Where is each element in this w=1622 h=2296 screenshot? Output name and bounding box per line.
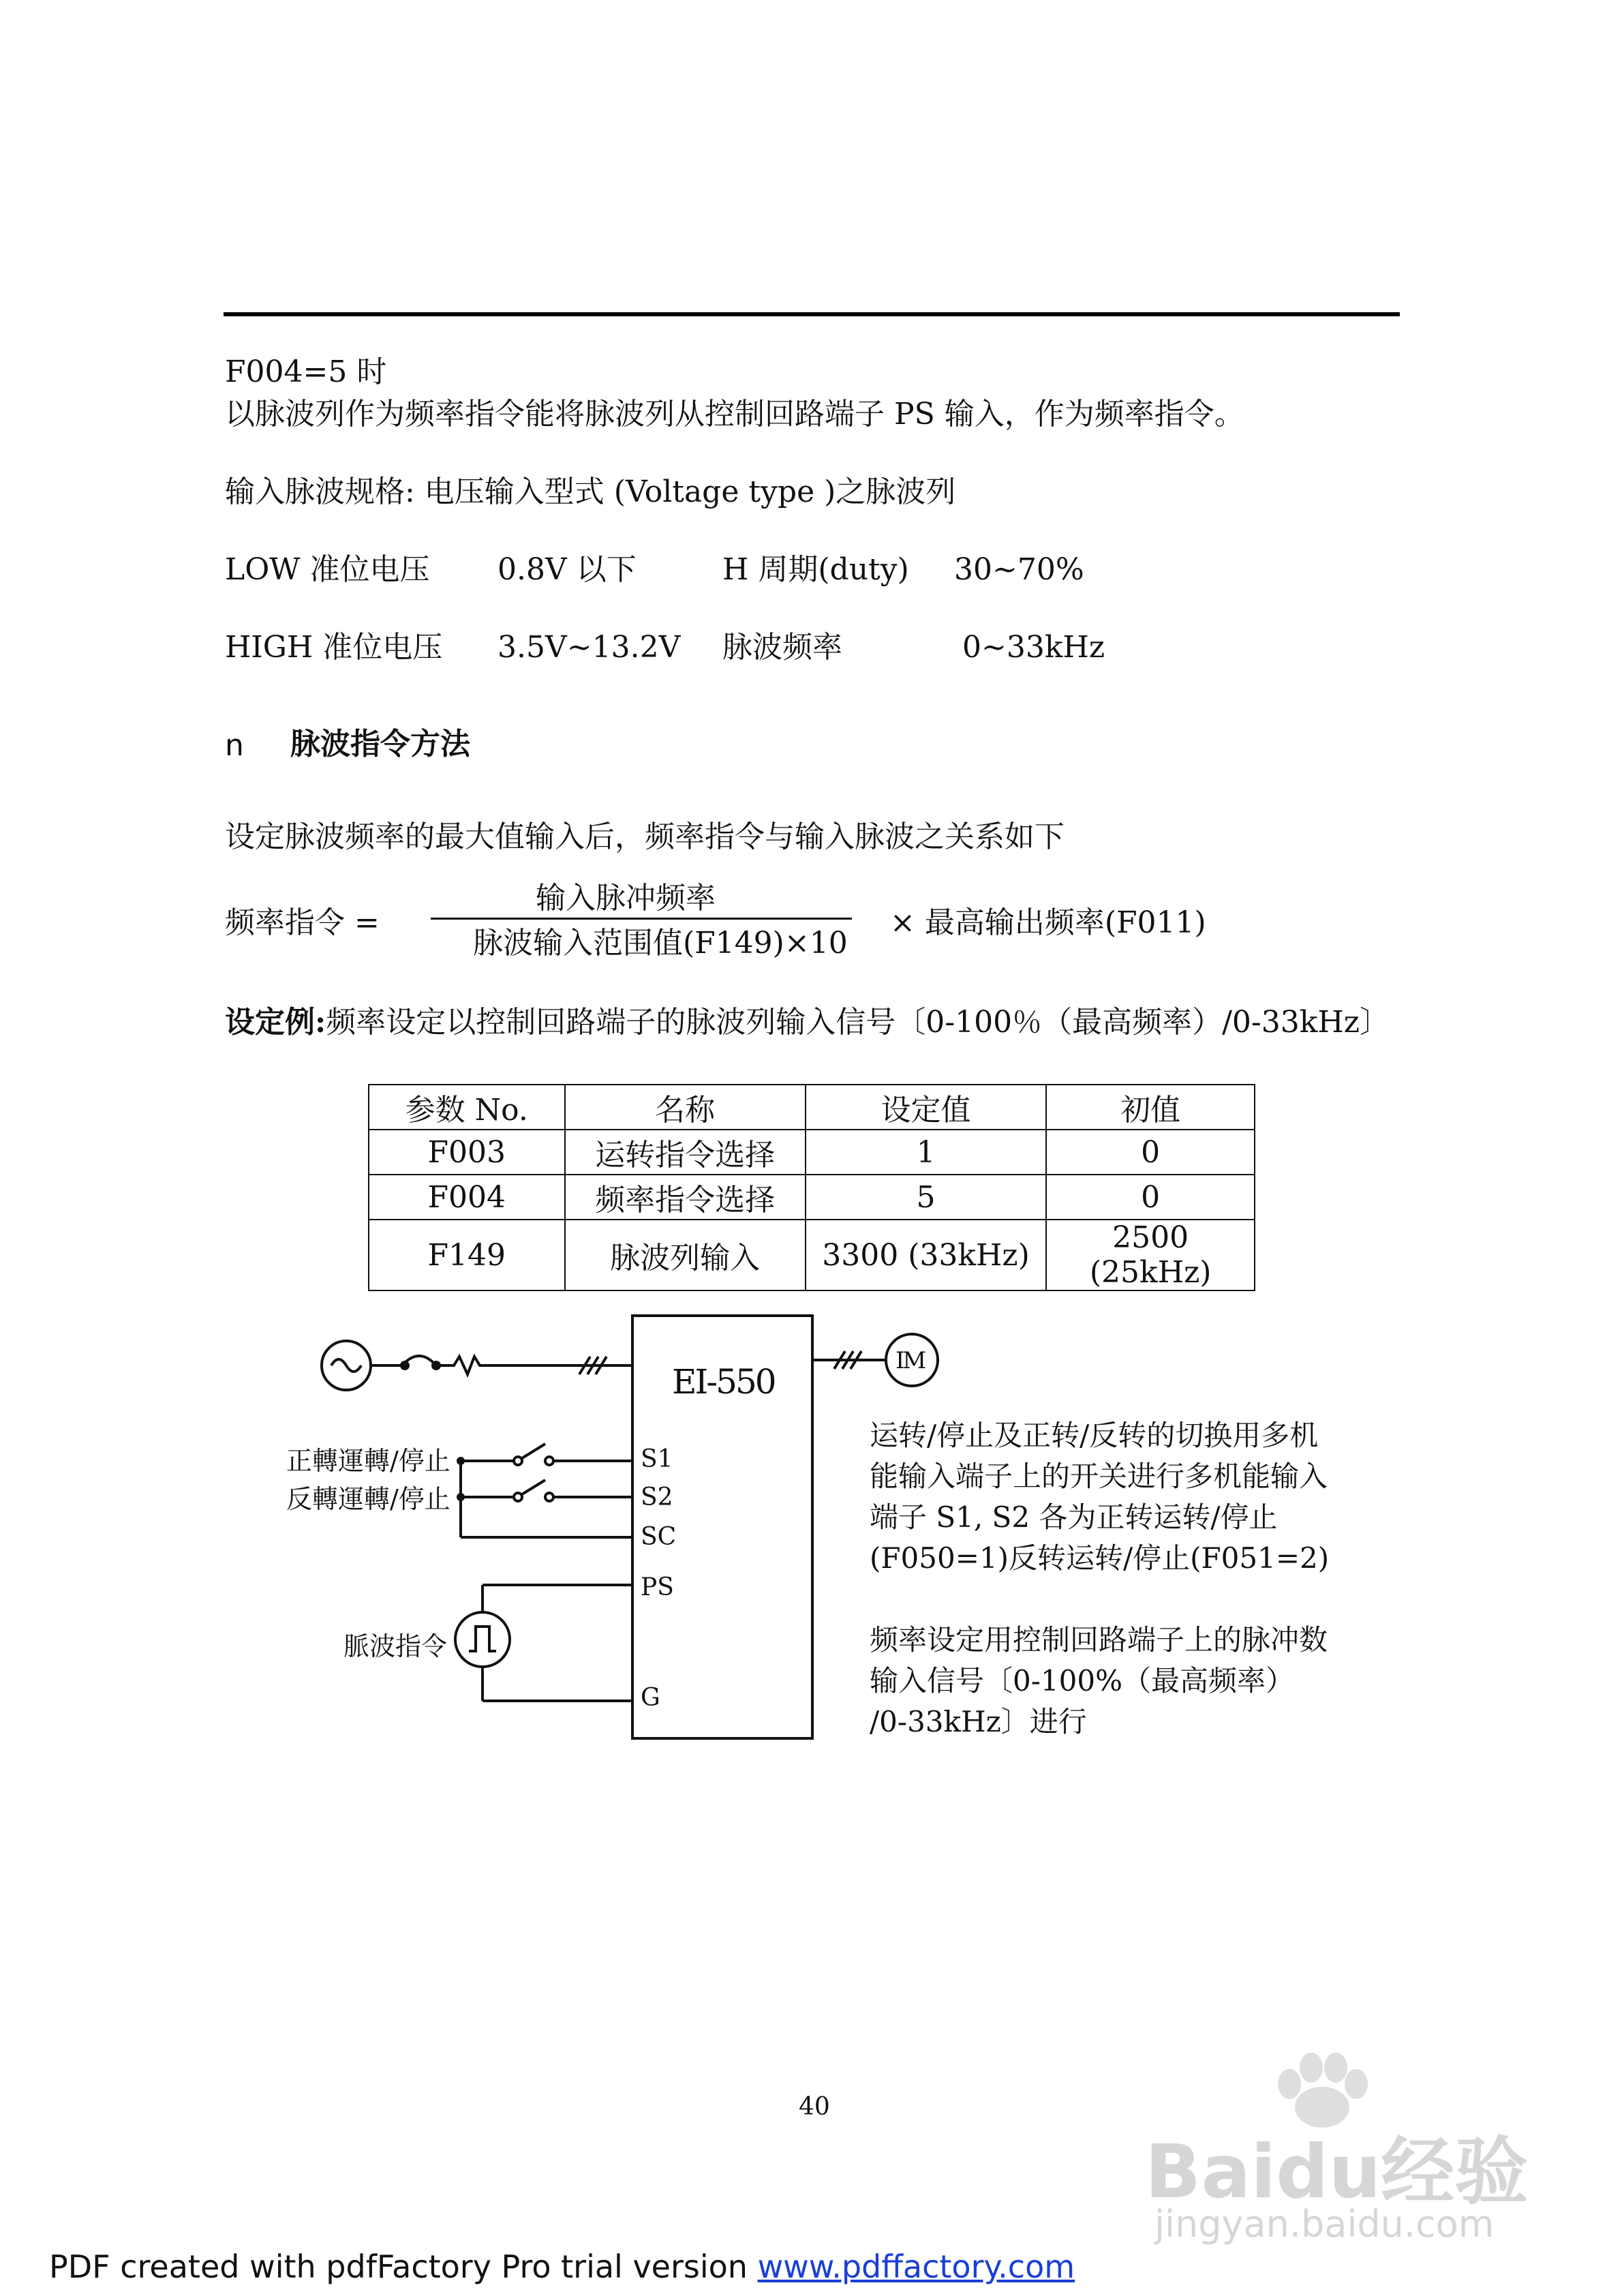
high-level-value: 3.5V~13.2V	[498, 630, 681, 665]
pulse-freq-label: 脉波频率	[722, 630, 842, 665]
note-line: 频率设定用控制回路端子上的脉冲数	[870, 1623, 1328, 1657]
terminal-sc: SC	[641, 1523, 677, 1551]
high-level-label: HIGH 准位电压	[225, 630, 443, 665]
table-header: 参数 No.	[369, 1085, 565, 1130]
terminal-ps: PS	[641, 1573, 674, 1601]
spec-title: 输入脉波规格: 电压输入型式 (Voltage type )之脉波列	[225, 474, 956, 509]
table-cell: 1	[806, 1130, 1047, 1175]
table-cell: 频率指令选择	[565, 1175, 806, 1220]
duty-value: 30~70%	[954, 552, 1084, 587]
table-header: 设定值	[806, 1085, 1047, 1130]
table-cell: 脉波列输入	[565, 1220, 806, 1290]
diagram-note-2	[870, 1620, 1328, 1742]
duty-label: H 周期(duty)	[722, 552, 909, 587]
note-line: 输入信号〔0-100%（最高频率）	[870, 1664, 1294, 1697]
terminal-g: G	[641, 1684, 660, 1712]
note-line: 端子 S1, S2 各为正转运转/停止	[870, 1500, 1278, 1534]
table-cell: F003	[369, 1130, 565, 1175]
watermark-url: jingyan.baidu.com	[1154, 2203, 1495, 2246]
terminal-s2: S2	[641, 1483, 673, 1511]
switch-rev-icon	[522, 1480, 545, 1494]
table-cell: 5	[806, 1175, 1047, 1220]
motor-label: IM	[896, 1347, 925, 1374]
relation-text: 设定脉波频率的最大值输入后，频率指令与输入脉波之关系如下	[225, 819, 1065, 854]
footer	[49, 2248, 1075, 2285]
page-number: 40	[799, 2093, 830, 2121]
terminal-s1: S1	[641, 1445, 673, 1473]
watermark-brand: Baidu经验	[1145, 2130, 1529, 2215]
note-line: (F050=1)反转运转/停止(F051=2)	[870, 1541, 1330, 1575]
power-line	[436, 1357, 632, 1374]
device-label: EI-550	[672, 1362, 775, 1402]
pulse-wave-icon	[469, 1627, 496, 1651]
pulse-freq-value: 0~33kHz	[962, 630, 1105, 665]
reverse-label: 反轉運轉/停止	[286, 1484, 450, 1514]
table-cell: F004	[369, 1175, 565, 1220]
low-level-label: LOW 准位电压	[225, 552, 430, 587]
heading: F004=5 时	[225, 354, 387, 389]
table-cell: 0	[1046, 1175, 1255, 1220]
pulse-command-label: 脈波指令	[343, 1631, 448, 1661]
table-header: 初值	[1046, 1085, 1255, 1130]
intro-paragraph: 以脉波列作为频率指令能将脉波列从控制回路端子 PS 输入，作为频率指令。	[225, 397, 1244, 432]
table-cell: 运转指令选择	[565, 1130, 806, 1175]
pulse-source-icon	[455, 1612, 510, 1667]
low-level-value: 0.8V 以下	[498, 552, 637, 587]
table-cell: F149	[369, 1220, 565, 1290]
forward-label: 正轉運轉/停止	[286, 1446, 450, 1476]
formula-numerator: 输入脉冲频率	[536, 881, 716, 916]
formula-denominator: 脉波输入范围值(F149)×10	[473, 926, 848, 961]
diagram-note-1	[870, 1415, 1329, 1579]
example-label: 设定例:	[225, 1005, 326, 1040]
section-bullet: n	[225, 728, 244, 763]
footer-text: PDF created with pdfFactory Pro trial version	[49, 2248, 758, 2285]
footer-link[interactable]: www.pdffactory.com	[757, 2248, 1075, 2285]
table-cell: 2500 (25kHz)	[1046, 1220, 1255, 1290]
table-header: 名称	[565, 1085, 806, 1130]
note-line: 运转/停止及正转/反转的切换用多机	[870, 1419, 1319, 1452]
formula-rhs: × 最高输出频率(F011)	[890, 905, 1206, 940]
sine-wave-icon	[331, 1359, 361, 1372]
table-cell: 3300 (33kHz)	[806, 1220, 1047, 1290]
formula-lhs: 频率指令 =	[225, 905, 380, 940]
switch-fwd-icon	[522, 1444, 545, 1458]
section-title: 脉波指令方法	[290, 727, 470, 761]
example-text: 频率设定以控制回路端子的脉波列输入信号〔0-100％（最高频率）/0-33kHz〕	[326, 1005, 1390, 1040]
table-cell: 0	[1046, 1130, 1255, 1175]
note-line: 能输入端子上的开关进行多机能输入	[870, 1460, 1328, 1493]
note-line: /0-33kHz〕进行	[870, 1705, 1087, 1738]
